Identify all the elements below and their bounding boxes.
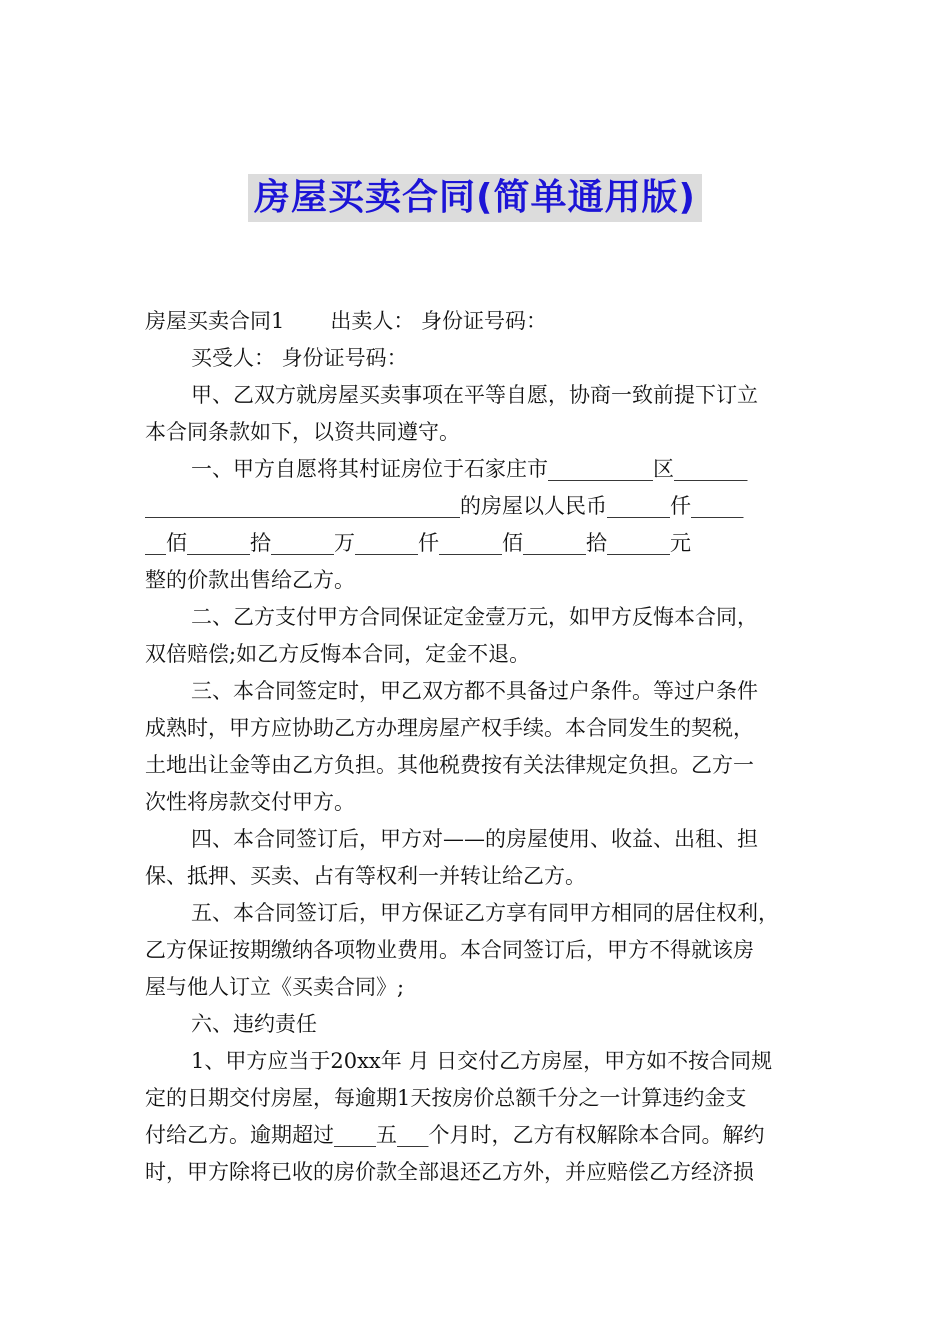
text-line: 次性将房款交付甲方。 [145, 790, 355, 814]
text-line [145, 303, 808, 340]
text-line: ______________________________的房屋以人民币______仟_____ [145, 494, 744, 518]
text-line: 四、本合同签订后，甲方对——的房屋使用、收益、出租、担 [191, 827, 758, 851]
contract-number: 房屋买卖合同1 [145, 309, 285, 333]
text-line: 五、本合同签订后，甲方保证乙方享有同甲方相同的居住权利， [191, 901, 779, 925]
text-line: 甲、乙双方就房屋买卖事项在平等自愿，协商一致前提下订立 [191, 383, 758, 407]
text-line: 屋与他人订立《买卖合同》; [145, 975, 405, 999]
text-line: 双倍赔偿;如乙方反悔本合同，定金不退。 [145, 642, 531, 666]
seller-label: 出卖人： 身份证号码： [330, 309, 548, 333]
text-line: 二、乙方支付甲方合同保证定金壹万元，如甲方反悔本合同， [191, 605, 758, 629]
text-line: 定的日期交付房屋，每逾期1天按房价总额千分之一计算违约金支 [145, 1086, 747, 1110]
text-line: 1、甲方应当于20xx年 月 日交付乙方房屋，甲方如不按合同规 [191, 1049, 773, 1073]
document-body [145, 303, 808, 1191]
text-line: __佰______拾______万______仟______佰______拾______元 [145, 531, 691, 555]
text-line: 乙方保证按期缴纳各项物业费用。本合同签订后，甲方不得就该房 [145, 938, 754, 962]
title-area [0, 174, 950, 222]
text-line: 付给乙方。逾期超过____五___个月时，乙方有权解除本合同。解约 [145, 1123, 765, 1147]
text-line: 整的价款出售给乙方。 [145, 568, 355, 592]
text-line: 三、本合同签定时，甲乙双方都不具备过户条件。等过户条件 [191, 679, 758, 703]
text-line: 保、抵押、买卖、占有等权利一并转让给乙方。 [145, 864, 586, 888]
text-line: 时，甲方除将已收的房价款全部退还乙方外，并应赔偿乙方经济损 [145, 1160, 754, 1184]
text-line: 成熟时，甲方应协助乙方办理房屋产权手续。本合同发生的契税， [145, 716, 754, 740]
text-line: 土地出让金等由乙方负担。其他税费按有关法律规定负担。乙方一 [145, 753, 754, 777]
text-line: 买受人： 身份证号码： [191, 346, 408, 370]
text-line: 六、违约责任 [191, 1012, 317, 1036]
text-line: 一、甲方自愿将其村证房位于石家庄市__________区_______ [191, 457, 748, 481]
document-title: 房屋买卖合同(简单通用版) [248, 174, 702, 222]
text-line: 本合同条款如下，以资共同遵守。 [145, 420, 460, 444]
